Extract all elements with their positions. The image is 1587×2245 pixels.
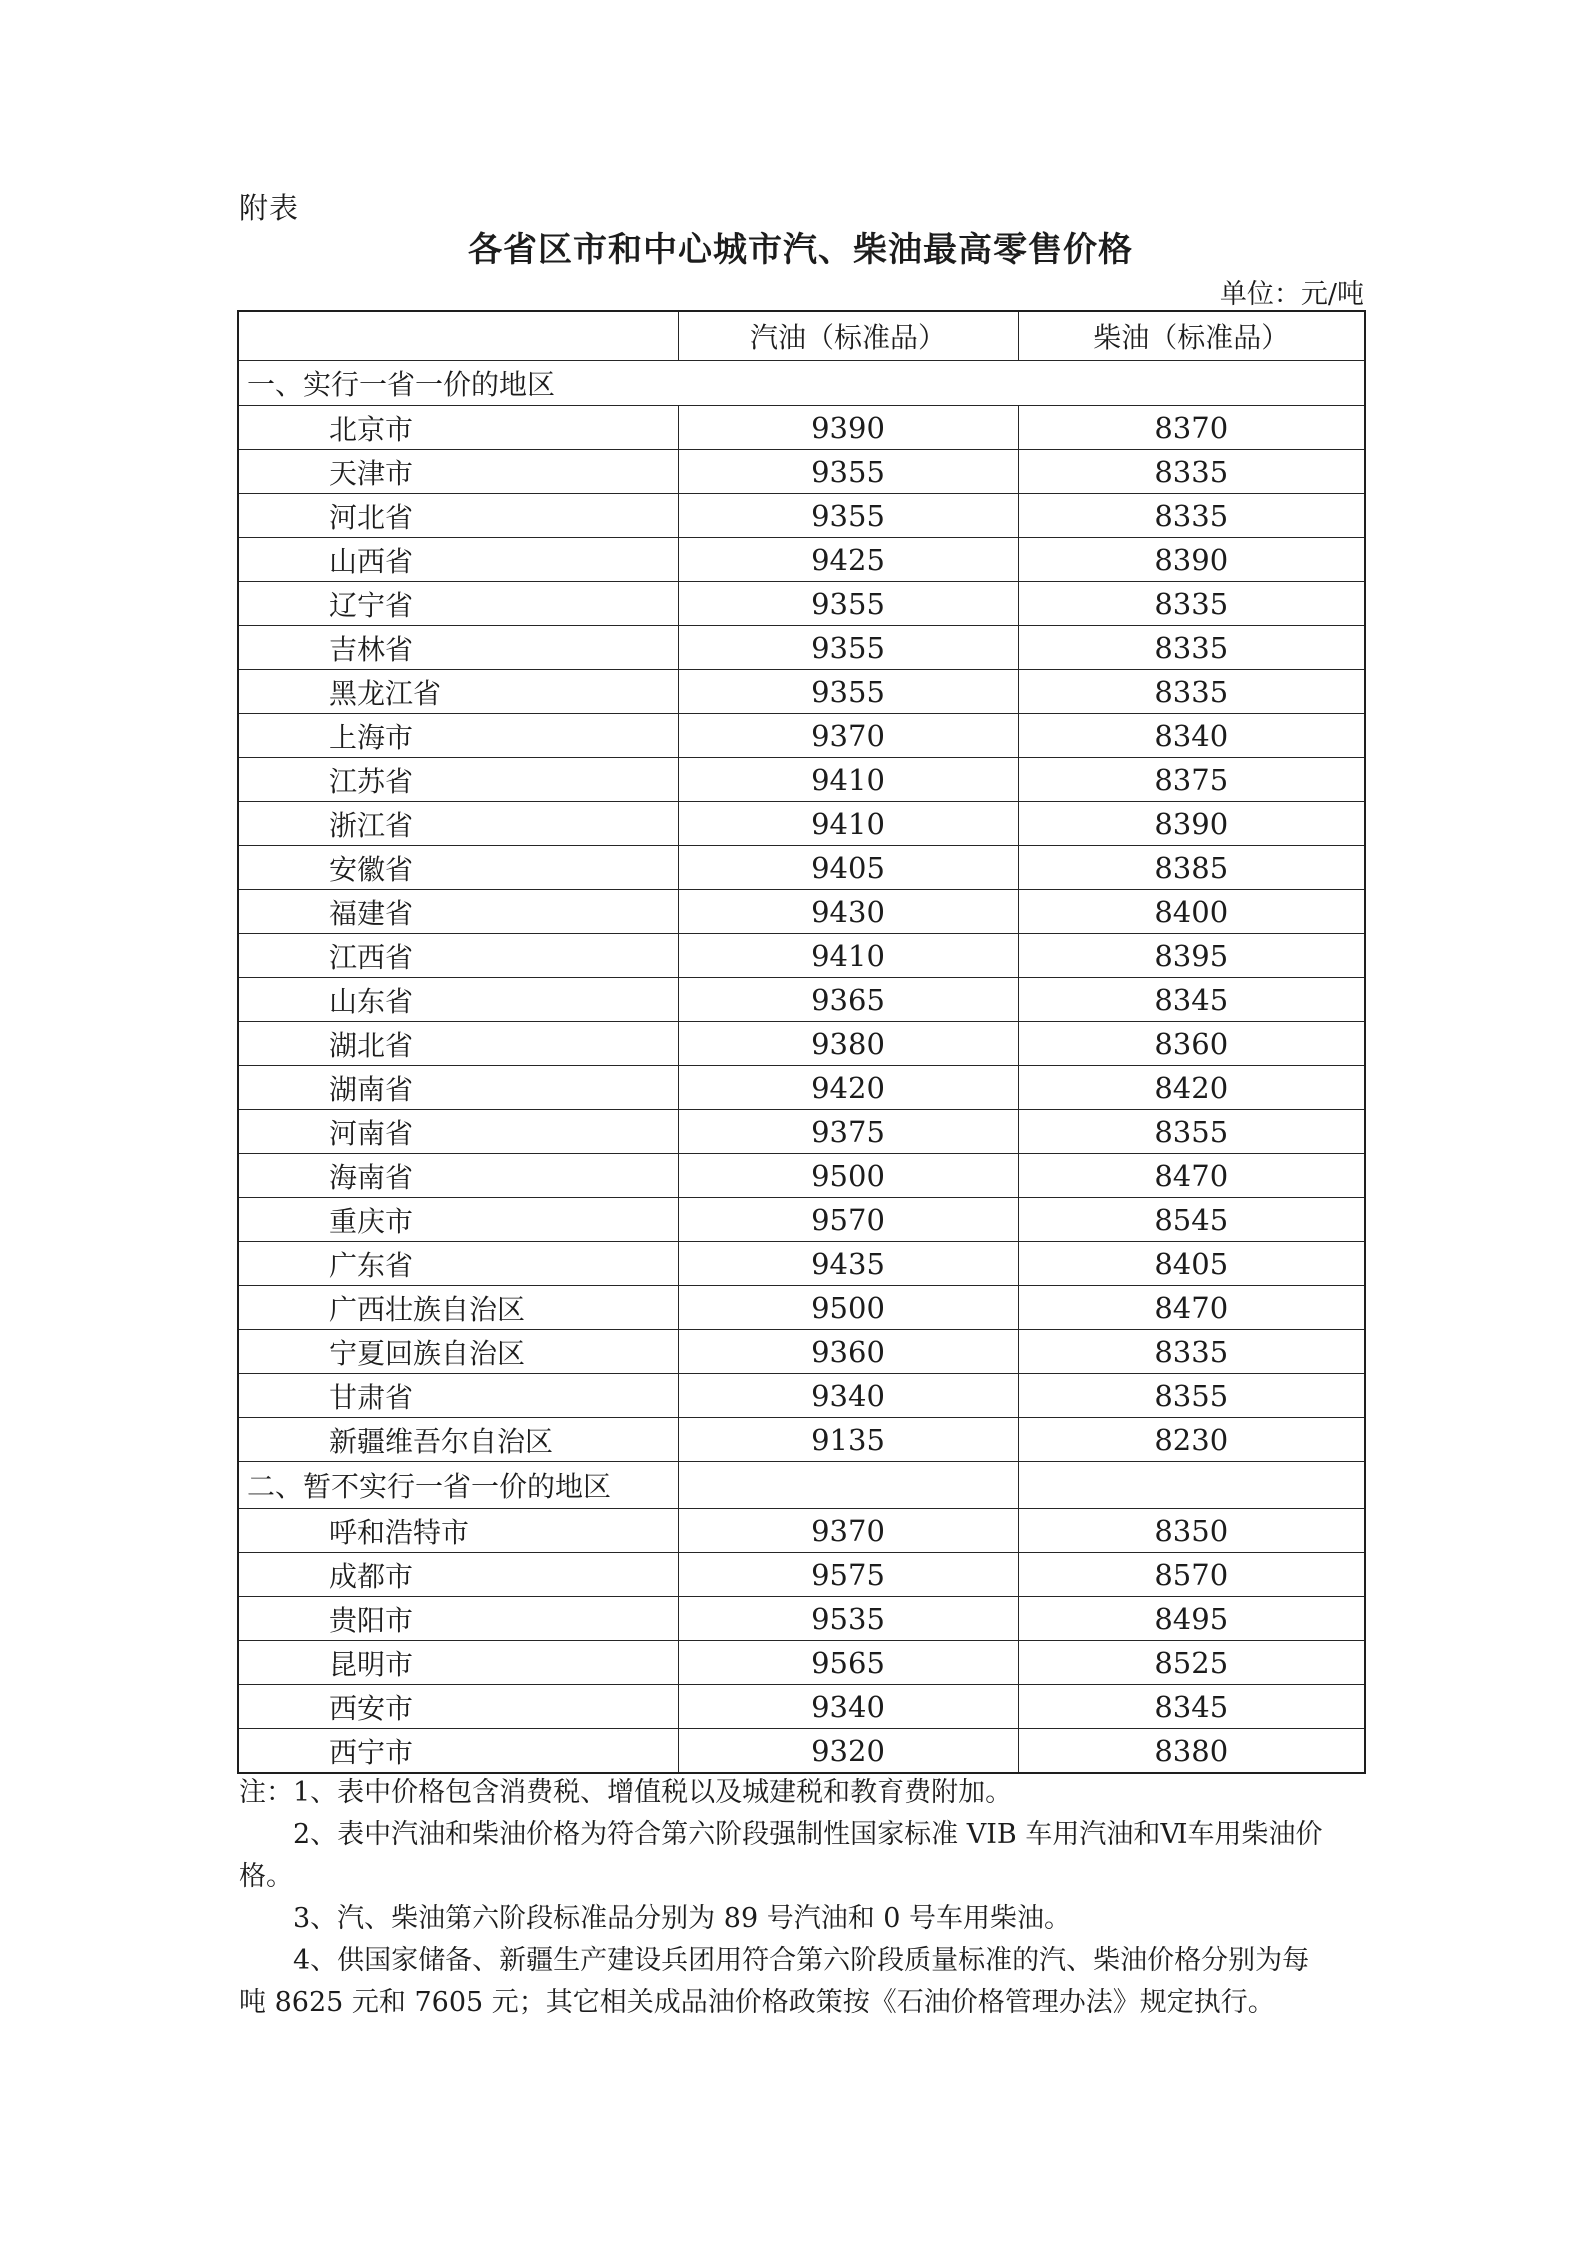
region-cell: 河南省 [238,1110,678,1154]
table-row [238,714,1365,758]
diesel-price-cell: 8385 [1018,846,1365,890]
gasoline-price-cell: 9500 [678,1286,1018,1330]
gasoline-price-cell: 9425 [678,538,1018,582]
gasoline-price-cell: 9375 [678,1110,1018,1154]
table-row [238,406,1365,450]
diesel-price-cell: 8375 [1018,758,1365,802]
table-row [238,978,1365,1022]
table-row [238,538,1365,582]
diesel-price-cell: 8420 [1018,1066,1365,1110]
price-table [237,310,1366,1774]
diesel-price-cell: 8335 [1018,1330,1365,1374]
gasoline-price-cell: 9355 [678,450,1018,494]
table-header-row [238,311,1365,361]
note-line: 4、供国家储备、新疆生产建设兵团用符合第六阶段质量标准的汽、柴油价格分别为每 [293,1945,1310,1976]
diesel-price-cell: 8545 [1018,1198,1365,1242]
region-cell: 海南省 [238,1154,678,1198]
col-header-gasoline: 汽油（标准品） [678,311,1018,361]
diesel-price-cell: 8335 [1018,670,1365,714]
table-row [238,1509,1365,1553]
table-row [238,1685,1365,1729]
region-cell: 新疆维吾尔自治区 [238,1418,678,1462]
diesel-price-cell: 8335 [1018,450,1365,494]
diesel-price-cell: 8395 [1018,934,1365,978]
diesel-price-cell: 8370 [1018,406,1365,450]
table-row [238,1729,1365,1774]
gasoline-price-cell: 9355 [678,670,1018,714]
diesel-price-cell: 8390 [1018,802,1365,846]
attachment-label: 附表 [239,191,300,225]
region-cell: 湖南省 [238,1066,678,1110]
gasoline-price-cell: 9405 [678,846,1018,890]
gasoline-price-cell: 9360 [678,1330,1018,1374]
gasoline-price-cell: 9355 [678,494,1018,538]
region-cell: 成都市 [238,1553,678,1597]
region-cell: 福建省 [238,890,678,934]
section-header-row [238,361,1365,406]
gasoline-price-cell: 9570 [678,1198,1018,1242]
diesel-price-cell: 8390 [1018,538,1365,582]
region-cell: 北京市 [238,406,678,450]
gasoline-price-cell: 9575 [678,1553,1018,1597]
gasoline-price-cell: 9340 [678,1685,1018,1729]
table-row [238,1553,1365,1597]
notes [239,1772,1374,2024]
region-cell: 河北省 [238,494,678,538]
table-row [238,890,1365,934]
col-header-diesel: 柴油（标准品） [1018,311,1365,361]
note-line: 2、表中汽油和柴油价格为符合第六阶段强制性国家标准 VIB 车用汽油和Ⅵ车用柴油价 [293,1819,1323,1850]
region-cell: 宁夏回族自治区 [238,1330,678,1374]
table-row [238,670,1365,714]
section-title: 一、实行一省一价的地区 [238,361,1365,406]
gasoline-price-cell: 9340 [678,1374,1018,1418]
region-cell: 山东省 [238,978,678,1022]
gasoline-price-cell: 9135 [678,1418,1018,1462]
diesel-price-cell: 8470 [1018,1154,1365,1198]
diesel-price-cell: 8355 [1018,1374,1365,1418]
table-row [238,1597,1365,1641]
table-row [238,758,1365,802]
diesel-price-cell: 8335 [1018,626,1365,670]
diesel-price-cell: 8335 [1018,494,1365,538]
diesel-price-cell: 8350 [1018,1509,1365,1553]
gasoline-price-cell: 9320 [678,1729,1018,1774]
gasoline-price-cell: 9365 [678,978,1018,1022]
diesel-price-cell: 8360 [1018,1022,1365,1066]
diesel-price-cell: 8230 [1018,1418,1365,1462]
table-row [238,494,1365,538]
gasoline-price-cell: 9435 [678,1242,1018,1286]
diesel-price-cell: 8405 [1018,1242,1365,1286]
diesel-price-cell: 8345 [1018,978,1365,1022]
gasoline-price-cell: 9535 [678,1597,1018,1641]
table-row [238,1418,1365,1462]
note-line: 格。 [239,1861,293,1892]
region-cell: 吉林省 [238,626,678,670]
region-cell: 甘肃省 [238,1374,678,1418]
region-cell: 重庆市 [238,1198,678,1242]
diesel-price-cell: 8470 [1018,1286,1365,1330]
gasoline-price-cell: 9410 [678,758,1018,802]
gasoline-price-cell: 9390 [678,406,1018,450]
table-row [238,1641,1365,1685]
gasoline-price-cell: 9500 [678,1154,1018,1198]
table-row [238,450,1365,494]
region-cell: 江西省 [238,934,678,978]
price-table-body [238,361,1365,1774]
gasoline-price-cell: 9380 [678,1022,1018,1066]
gasoline-price-cell: 9410 [678,802,1018,846]
gasoline-price-cell: 9355 [678,582,1018,626]
diesel-price-cell: 8335 [1018,582,1365,626]
table-row [238,1374,1365,1418]
region-cell: 广西壮族自治区 [238,1286,678,1330]
region-cell: 山西省 [238,538,678,582]
gasoline-price-cell: 9430 [678,890,1018,934]
unit-label: 单位：元/吨 [1219,279,1364,310]
region-cell: 江苏省 [238,758,678,802]
region-cell: 广东省 [238,1242,678,1286]
table-row [238,1154,1365,1198]
diesel-price-cell: 8380 [1018,1729,1365,1774]
diesel-price-cell: 8340 [1018,714,1365,758]
region-cell: 天津市 [238,450,678,494]
gasoline-price-cell: 9370 [678,714,1018,758]
region-cell: 辽宁省 [238,582,678,626]
table-row [238,1198,1365,1242]
diesel-price-cell: 8525 [1018,1641,1365,1685]
table-row [238,1242,1365,1286]
region-cell: 浙江省 [238,802,678,846]
gasoline-price-cell: 9410 [678,934,1018,978]
region-cell: 昆明市 [238,1641,678,1685]
table-row [238,1066,1365,1110]
gasoline-price-cell: 9370 [678,1509,1018,1553]
note-line: 3、汽、柴油第六阶段标准品分别为 89 号汽油和 0 号车用柴油。 [293,1903,1072,1934]
region-cell: 西宁市 [238,1729,678,1774]
gasoline-price-cell: 9420 [678,1066,1018,1110]
diesel-price-cell: 8355 [1018,1110,1365,1154]
diesel-price-cell: 8495 [1018,1597,1365,1641]
region-cell: 安徽省 [238,846,678,890]
table-row [238,1286,1365,1330]
col-header-region [238,311,678,361]
note-line: 注：1、表中价格包含消费税、增值税以及城建税和教育费附加。 [239,1777,1013,1808]
table-row [238,582,1365,626]
region-cell: 湖北省 [238,1022,678,1066]
diesel-price-cell: 8400 [1018,890,1365,934]
gasoline-price-cell: 9565 [678,1641,1018,1685]
empty-cell [678,1462,1018,1509]
table-row [238,934,1365,978]
table-row [238,846,1365,890]
region-cell: 西安市 [238,1685,678,1729]
diesel-price-cell: 8570 [1018,1553,1365,1597]
page-title: 各省区市和中心城市汽、柴油最高零售价格 [468,231,1133,269]
table-row [238,626,1365,670]
region-cell: 贵阳市 [238,1597,678,1641]
region-cell: 黑龙江省 [238,670,678,714]
empty-cell [1018,1462,1365,1509]
region-cell: 上海市 [238,714,678,758]
region-cell: 呼和浩特市 [238,1509,678,1553]
gasoline-price-cell: 9355 [678,626,1018,670]
section-header-row [238,1462,1365,1509]
table-row [238,1022,1365,1066]
table-row [238,1110,1365,1154]
section-title: 二、暂不实行一省一价的地区 [238,1462,678,1509]
table-row [238,1330,1365,1374]
diesel-price-cell: 8345 [1018,1685,1365,1729]
table-row [238,802,1365,846]
note-line: 吨 8625 元和 7605 元；其它相关成品油价格政策按《石油价格管理办法》规定执行。 [239,1987,1275,2018]
